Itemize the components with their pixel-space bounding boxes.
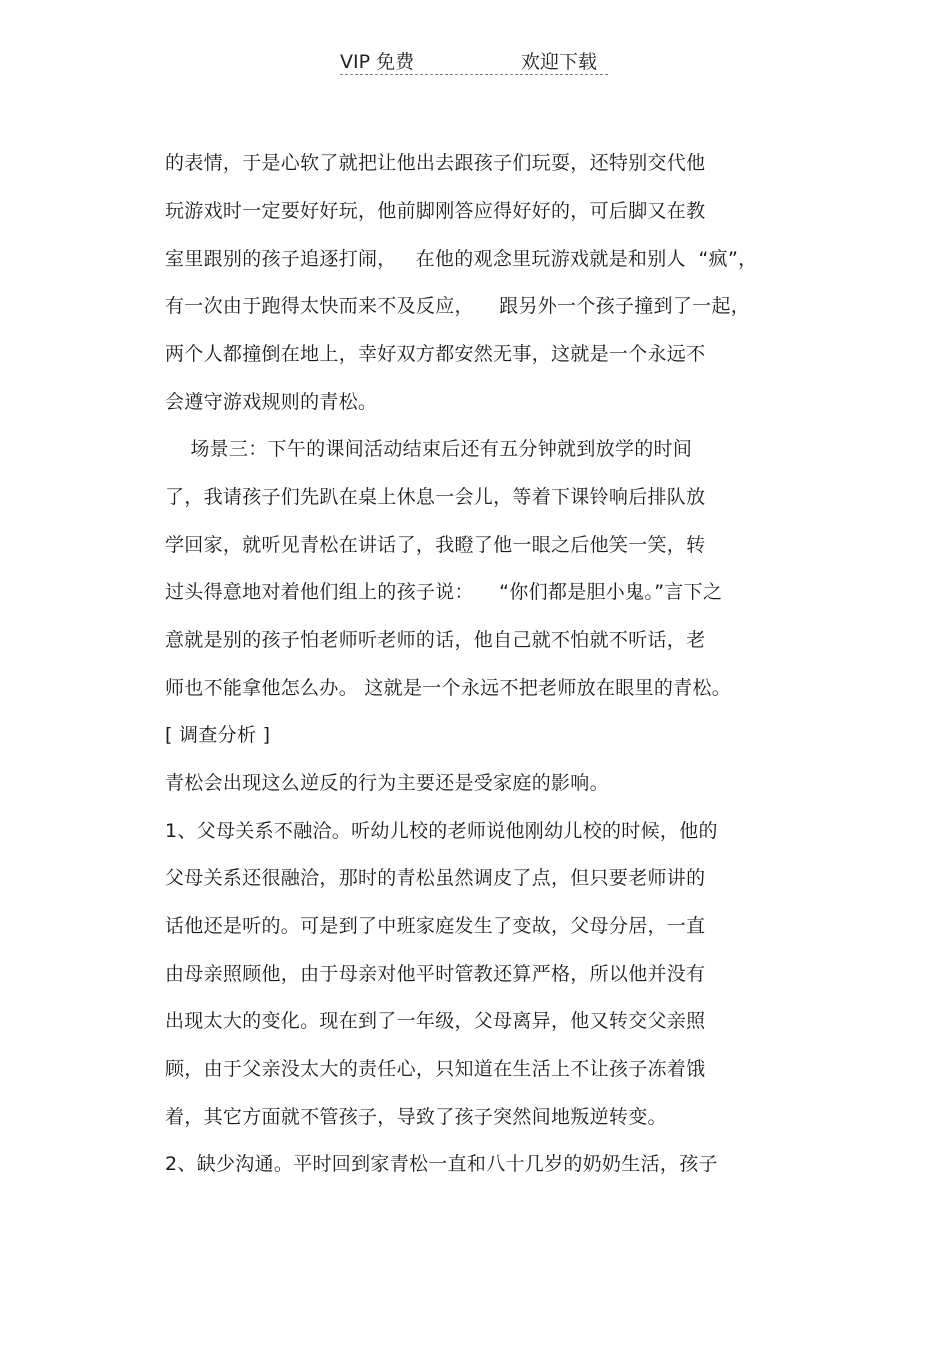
text-line: 会遵守游戏规则的青松。 bbox=[165, 391, 378, 413]
text-line: 父母关系还很融洽，那时的青松虽然调皮了点，但只要老师讲的 bbox=[165, 867, 706, 889]
text-line: 青松会出现这么逆反的行为主要还是受家庭的影响。 bbox=[165, 772, 609, 794]
text-line: 过头得意地对着他们组上的孩子说： “你们都是胆小鬼。”言下之 bbox=[165, 581, 723, 603]
text-line: 顾，由于父亲没太大的责任心，只知道在生活上不让孩子冻着饿 bbox=[165, 1058, 706, 1080]
text-line: 1、父母关系不融洽。听幼儿校的老师说他刚幼儿校的时候，他的 bbox=[165, 820, 718, 842]
text-line: 2、缺少沟通。平时回到家青松一直和八十几岁的奶奶生活，孩子 bbox=[165, 1153, 718, 1175]
header-welcome-download: 欢迎下载 bbox=[521, 51, 598, 73]
text-line: 学回家，就听见青松在讲话了，我瞪了他一眼之后他笑一笑，转 bbox=[165, 534, 706, 556]
text-line: 场景三：下午的课间活动结束后还有五分钟就到放学的时间 bbox=[165, 438, 693, 460]
text-line: 出现太大的变化。现在到了一年级，父母离异，他又转交父亲照 bbox=[165, 1010, 706, 1032]
header-vip-free: VIP 免费 bbox=[340, 51, 415, 73]
section-heading: [ 调查分析 ] bbox=[165, 724, 271, 746]
text-line: 室里跟别的孩子追逐打闹， 在他的观念里玩游戏就是和别人 “疯”， bbox=[165, 248, 758, 270]
text-line: 了，我请孩子们先趴在桌上休息一会儿，等着下课铃响后排队放 bbox=[165, 486, 706, 508]
text-line: 两个人都撞倒在地上，幸好双方都安然无事，这就是一个永远不 bbox=[165, 343, 706, 365]
text-line: 由母亲照顾他，由于母亲对他平时管教还算严格，所以他并没有 bbox=[165, 963, 706, 985]
text-line: 的表情，于是心软了就把让他出去跟孩子们玩耍，还特别交代他 bbox=[165, 152, 706, 174]
text-line: 话他还是听的。可是到了中班家庭发生了变故，父母分居，一直 bbox=[165, 915, 706, 937]
text-line: 意就是别的孩子怕老师听老师的话，他自己就不怕就不听话，老 bbox=[165, 629, 706, 651]
text-line: 师也不能拿他怎么办。 这就是一个永远不把老师放在眼里的青松。 bbox=[165, 677, 732, 699]
text-line: 有一次由于跑得太快而来不及反应， 跟另外一个孩子撞到了一起， bbox=[165, 295, 751, 317]
text-line: 玩游戏时一定要好好玩，他前脚刚答应得好好的，可后脚又在教 bbox=[165, 200, 706, 222]
text-line: 着，其它方面就不管孩子，导致了孩子突然间地叛逆转变。 bbox=[165, 1106, 667, 1128]
